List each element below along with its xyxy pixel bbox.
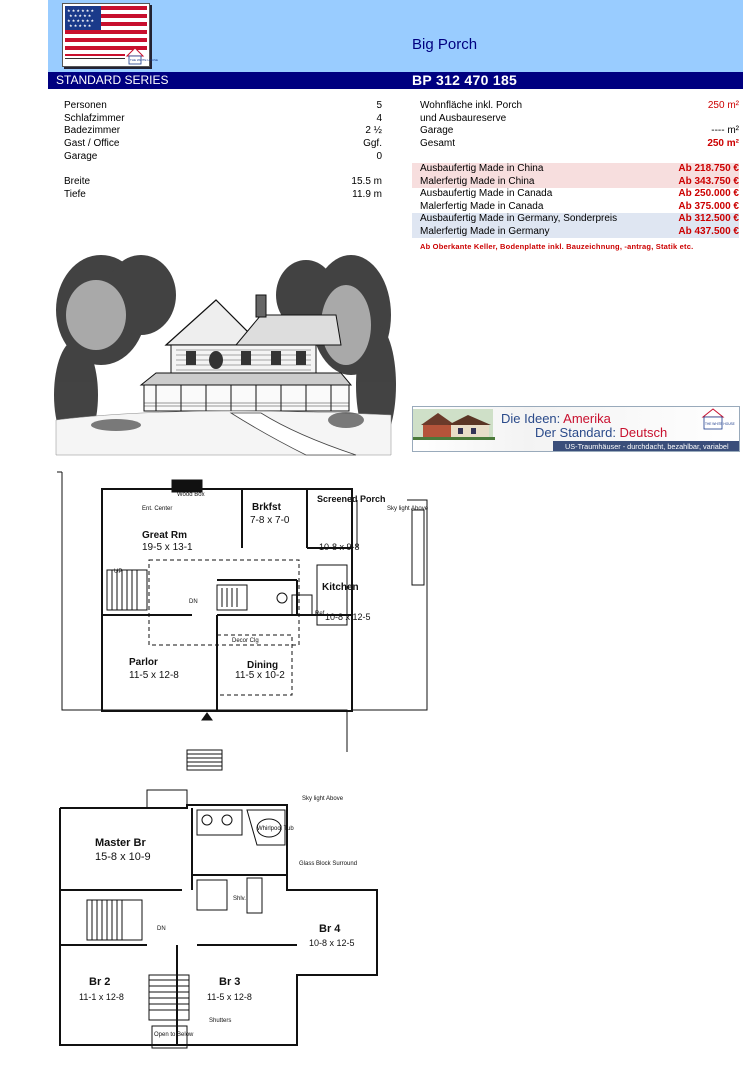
spec-label: Tiefe xyxy=(64,188,86,200)
price-row xyxy=(412,213,739,226)
living-area-value: 250 m² xyxy=(707,100,739,111)
spec-label: Garage xyxy=(64,150,98,162)
total-label: Gesamt xyxy=(420,138,456,150)
price-label: Malerfertig Made in Germany xyxy=(420,225,550,237)
price-label: Malerfertig Made in China xyxy=(420,175,535,187)
dn2-label: DN xyxy=(157,926,166,932)
kitchen-dim: 10-8 x 12-5 xyxy=(325,612,371,622)
spec-value: 0 xyxy=(376,150,382,162)
promo-banner xyxy=(412,406,740,452)
spec-row xyxy=(64,113,382,126)
dining-dim: 11-5 x 10-2 xyxy=(235,670,285,681)
spec-value: 11.9 m xyxy=(352,188,382,200)
banner-line1: Die Ideen: Amerika xyxy=(501,411,611,426)
banner-house-image xyxy=(413,409,495,440)
ground-floor-plan xyxy=(57,470,433,775)
spec-value: 15.5 m xyxy=(351,176,382,188)
garage-value: ---- m² xyxy=(711,125,739,137)
spec-label: Badezimmer xyxy=(64,125,121,137)
spec-row xyxy=(64,125,382,138)
spec-row xyxy=(64,151,382,164)
br4-label: Br 4 xyxy=(319,923,341,935)
br2-dim: 11-1 x 12-8 xyxy=(79,992,124,1002)
us-flag-logo xyxy=(62,3,159,67)
page-title: Big Porch xyxy=(412,36,478,53)
ent-center-label: Ent. Center xyxy=(142,506,173,512)
price-row xyxy=(412,163,739,176)
price-label: Ausbaufertig Made in Germany, Sonderpreis xyxy=(420,213,618,224)
svg-text:★ ★ ★ ★ ★: ★ ★ ★ ★ ★ xyxy=(69,13,92,18)
spec-row xyxy=(64,100,382,113)
great-rm-label: Great Rm xyxy=(142,530,188,541)
price-value: Ab 312.500 € xyxy=(678,213,739,224)
price-table xyxy=(412,163,739,238)
spec-label: Schlafzimmer xyxy=(64,112,125,124)
price-label: Malerfertig Made in Canada xyxy=(420,200,544,212)
series-label: STANDARD SERIES xyxy=(56,73,169,87)
upper-floor-plan xyxy=(57,790,383,1055)
banner-line2: Der Standard: Deutsch xyxy=(535,425,668,440)
svg-text:★ ★ ★ ★ ★ ★: ★ ★ ★ ★ ★ ★ xyxy=(67,8,95,13)
reserve-label: und Ausbaureserve xyxy=(420,112,507,124)
kitchen-label: Kitchen xyxy=(322,582,359,593)
shutters-label: Shutters xyxy=(209,1018,232,1024)
master-br-label: Master Br xyxy=(95,837,146,849)
svg-text:★ ★ ★ ★ ★: ★ ★ ★ ★ ★ xyxy=(69,23,92,28)
ref-label: Ref xyxy=(315,611,325,617)
screened-porch-label: Screened Porch xyxy=(317,494,386,504)
banner-tagline: US-Traumhäuser - durchdacht, bezahlbar, variabel xyxy=(565,442,729,451)
spec-row xyxy=(64,176,382,189)
banner-badge: THE WHITE HOUSE xyxy=(705,422,735,426)
logo-caption: THE WHITE HOUSE xyxy=(130,58,159,62)
spec-value: 5 xyxy=(376,100,382,111)
dn-label: DN xyxy=(189,599,198,605)
spec-label: Gast / Office xyxy=(64,138,120,150)
spec-row xyxy=(64,189,382,202)
br4-dim: 10-8 x 12-5 xyxy=(309,938,355,948)
br3-dim: 11-5 x 12-8 xyxy=(207,992,252,1002)
price-row xyxy=(412,226,739,239)
garage-label: Garage xyxy=(420,125,454,137)
price-label: Ausbaufertig Made in China xyxy=(420,163,544,174)
price-value: Ab 375.000 € xyxy=(678,200,739,212)
price-value: Ab 343.750 € xyxy=(678,175,739,187)
br3-label: Br 3 xyxy=(219,976,241,988)
price-value: Ab 218.750 € xyxy=(678,163,739,174)
great-rm-dim: 19-5 x 13-1 xyxy=(142,542,193,553)
spec-label: Breite xyxy=(64,176,91,188)
spec-value: Ggf. xyxy=(363,138,382,150)
master-br-dim: 15-8 x 10-9 xyxy=(95,851,151,863)
living-area-label: Wohnfläche inkl. Porch xyxy=(420,100,523,111)
spec-row-spacer xyxy=(64,163,382,176)
svg-text:★ ★ ★ ★ ★ ★: ★ ★ ★ ★ ★ ★ xyxy=(67,18,95,23)
specs-left xyxy=(64,100,382,202)
price-label: Ausbaufertig Made in Canada xyxy=(420,188,553,199)
plan-code: BP 312 470 185 xyxy=(412,72,518,88)
sky-light-2-label: Sky light Above xyxy=(302,796,344,802)
glass-block-label: Glass Block Surround xyxy=(299,861,358,867)
whirlpool-label: Whirlpool Tub xyxy=(257,826,294,832)
shlv-label: Shlv. xyxy=(233,896,246,902)
price-row xyxy=(412,201,739,214)
parlor-label: Parlor xyxy=(129,657,158,668)
brkfst-dim: 7-8 x 7-0 xyxy=(250,515,290,526)
sky-light-label: Sky light Above xyxy=(387,506,429,512)
parlor-dim: 11-5 x 12-8 xyxy=(129,670,179,681)
price-row xyxy=(412,188,739,201)
decor-clg-label: Decor Clg xyxy=(232,638,259,644)
total-value: 250 m² xyxy=(707,138,739,150)
price-value: Ab 437.500 € xyxy=(678,225,739,237)
open-below-label: Open to Below xyxy=(154,1032,194,1038)
spec-value: 2 ½ xyxy=(365,125,382,137)
spec-row xyxy=(64,138,382,151)
price-row xyxy=(412,176,739,189)
brkfst-label: Brkfst xyxy=(252,502,281,513)
screened-porch-dim: 10-8 x 9-8 xyxy=(319,542,360,552)
price-value: Ab 250.000 € xyxy=(678,188,739,199)
house-rendering xyxy=(56,255,391,455)
wood-box-label: Wood Box xyxy=(177,492,205,498)
dining-label: Dining xyxy=(247,660,279,671)
spec-value: 4 xyxy=(376,112,382,124)
br2-label: Br 2 xyxy=(89,976,111,988)
up-label: UP xyxy=(114,569,123,575)
price-note: Ab Oberkante Keller, Bodenplatte inkl. Bauzeichnung, -antrag, Statik etc. xyxy=(420,242,694,251)
specs-right xyxy=(420,100,739,151)
spec-label: Personen xyxy=(64,100,107,111)
